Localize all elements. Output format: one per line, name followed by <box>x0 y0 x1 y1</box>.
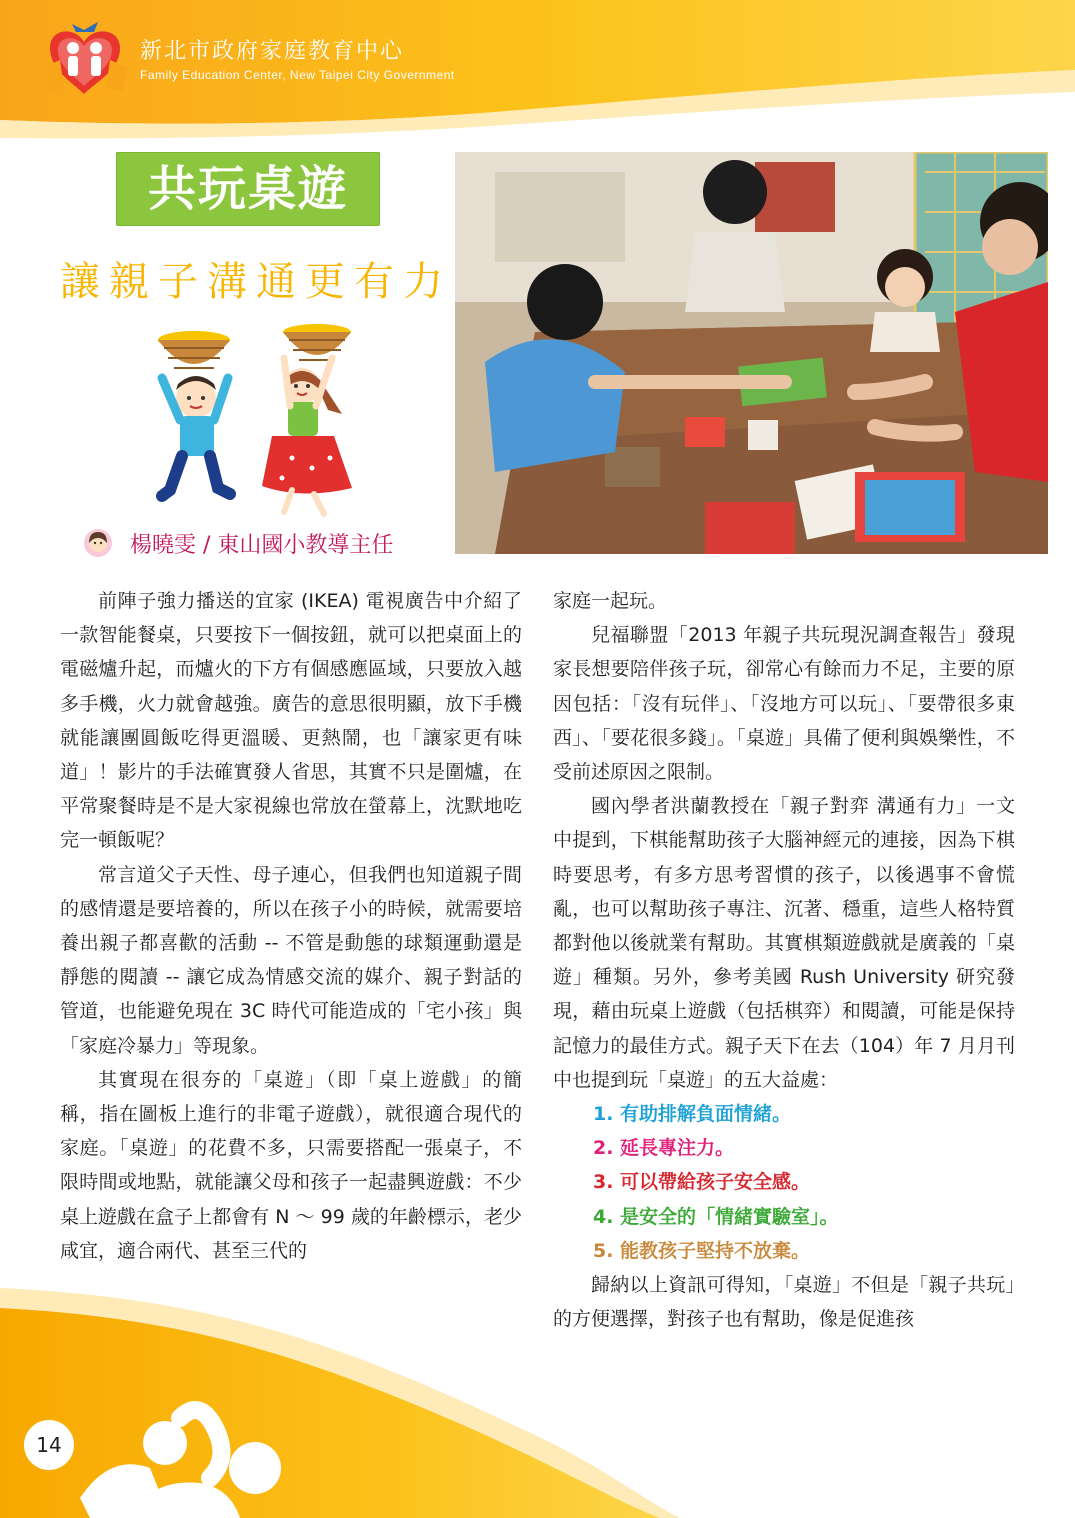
family-logo-icon <box>40 18 130 98</box>
org-name-chinese: 新北市政府家庭教育中心 <box>140 39 405 64</box>
author-avatar-icon <box>83 528 113 558</box>
kids-carrying-baskets-illustration <box>152 318 372 518</box>
paragraph: 其實現在很夯的「桌遊」（即「桌上遊戲」的簡稱，指在圖板上進行的非電子遊戲），就很適合現代的家庭。「桌遊」的花費不多，只需要搭配一張桌子，不限時間或地點，就能讓父母和孩子一起盡興遊戲：不少桌上遊戲在盒子上都會有 N ～ 99 歲的年齡標示，老少咸宜，適合兩代、甚至三代的 <box>60 1068 522 1262</box>
page-number: 14 <box>36 1433 62 1457</box>
benefit-item: 4. 是安全的「情緒實驗室」。 <box>593 1205 839 1228</box>
benefit-item: 5. 能教孩子堅持不放棄。 <box>593 1239 811 1262</box>
family-board-game-photo <box>455 152 1048 554</box>
footer-banner <box>0 1268 1075 1518</box>
paragraph: 常言道父子天性、母子連心，但我們也知道親子間的感情還是要培養的，所以在孩子小的時候，就需要培養出親子都喜歡的活動 -- 不管是動態的球類運動還是靜態的閱讀 -- 讓它成為情感交流的媒介、親子對話的管道，也能避免現在 3C 時代可能造成的「宅小孩」與「家庭冷暴力」等現象。 <box>60 863 522 1057</box>
benefit-item: 1. 有助排解負面情緒。 <box>593 1103 792 1126</box>
paragraph: 國內學者洪蘭教授在「親子對弈 溝通有力」一文中提到，下棋能幫助孩子大腦神經元的連接，因為下棋時要思考，有多方思考習慣的孩子，以後遇事不會慌亂，也可以幫助孩子專注、沉著、穩重，這些人格特質都對他以後就業有幫助。其實棋類遊戲就是廣義的「桌遊」種類。另外，參考美國 Rush University 研究發現，藉由玩桌上遊戲（包括棋弈）和閱讀，可能是保持記憶力的最佳方式。親子天下在去（104）年 7 月月刊中也提到玩「桌遊」的五大益處： <box>553 795 1015 1091</box>
org-name-english: Family Education Center, New Taipei City Government <box>140 68 455 82</box>
benefit-item: 3. 可以帶給孩子安全感。 <box>593 1171 811 1194</box>
paragraph: 家庭一起玩。 <box>553 590 668 612</box>
paragraph: 歸納以上資訊可得知，「桌遊」不但是「親子共玩」的方便選擇，對孩子也有幫助，像是促進孩 <box>553 1274 1015 1331</box>
article-title: 共玩桌遊 <box>147 161 348 217</box>
right-text-column <box>553 584 1015 1336</box>
paragraph: 前陣子強力播送的宜家 (IKEA) 電視廣告中介紹了一款智能餐桌，只要按下一個按鈕，就可以把桌面上的電磁爐升起，而爐火的下方有個感應區域，只要放入越多手機，火力就會越強。廣告的意思很明顯，放下手機就能讓團圓飯吃得更溫暖、更熱鬧，也「讓家更有味道」！影片的手法確實發人省思，其實不只是圍爐，在平常聚餐時是不是大家視線也常放在螢幕上，沈默地吃完一頓飯呢？ <box>60 590 522 852</box>
author-byline: 楊曉雯 / 東山國小教導主任 <box>130 533 394 558</box>
benefit-item: 2. 延長專注力。 <box>593 1137 735 1160</box>
paragraph: 兒福聯盟「2013 年親子共玩現況調查報告」發現家長想要陪伴孩子玩，卻常心有餘而力不足，主要的原因包括：「沒有玩伴」、「沒地方可以玩」、「要帶很多東西」、「要花很多錢」。「桌遊」具備了便利與娛樂性，不受前述原因之限制。 <box>553 624 1015 784</box>
title-box <box>116 152 380 226</box>
article-subtitle: 讓親子溝通更有力 <box>60 259 452 305</box>
left-text-column <box>60 584 522 1268</box>
